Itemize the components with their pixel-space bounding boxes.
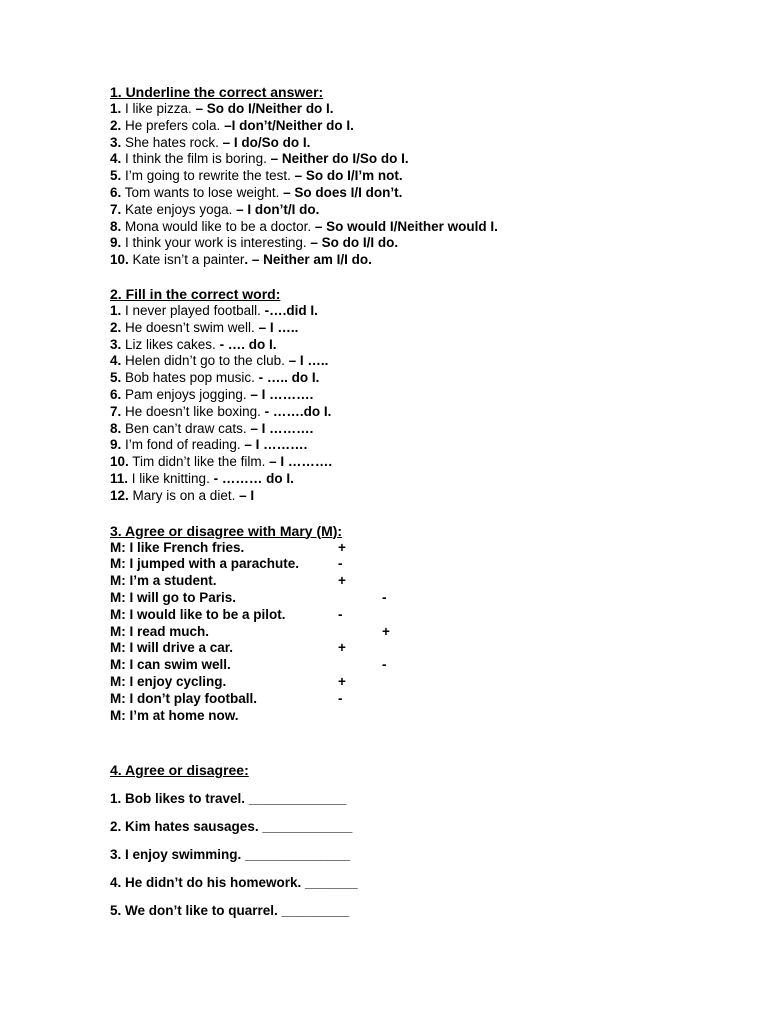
statement-text: M: I jumped with a parachute. (110, 556, 300, 572)
item-options: - ……… do I. (213, 470, 294, 486)
agree-sign: - (338, 606, 343, 622)
item-number: 5. (110, 168, 122, 184)
item-options: – I ….. (288, 353, 329, 369)
statement-row (110, 624, 710, 641)
exercise-item (110, 118, 710, 135)
section-fill-in (110, 286, 710, 505)
exercise-item (110, 219, 710, 236)
exercise-item (110, 387, 710, 404)
item-number: 6. (110, 184, 122, 200)
exercise-item (110, 454, 710, 471)
item-number: 3. (110, 336, 122, 352)
item-options: – So do I/Neither do I. (195, 101, 334, 116)
item-number: 10. (110, 252, 129, 268)
item-options: - …….do I. (264, 403, 332, 419)
item-number: 4. (110, 353, 122, 369)
exercise-item: 4. He didn’t do his homework. _______ (110, 875, 358, 891)
section-agree-mary (110, 523, 710, 725)
agree-sign: - (382, 657, 387, 673)
exercise-item: 1. Bob likes to travel. _____________ (110, 791, 347, 807)
exercise-item (110, 151, 710, 168)
item-sentence: Tom wants to lose weight. (121, 184, 284, 200)
item-number: 9. (110, 437, 122, 453)
statement-row (110, 640, 710, 657)
item-options: – I ………. (244, 437, 308, 453)
item-number: 9. (110, 235, 122, 251)
exercise-item (110, 185, 710, 202)
exercise-item (110, 471, 710, 488)
statement-row (110, 691, 710, 708)
item-options: – I don’t/I do. (236, 201, 320, 217)
statement-text: M: I would like to be a pilot. (110, 606, 286, 622)
exercise-item: 3. I enjoy swimming. ______________ (110, 847, 351, 863)
statement-row (110, 607, 710, 624)
exercise-item (110, 202, 710, 219)
agree-sign: + (338, 673, 346, 689)
item-sentence: Tim didn’t like the film. (128, 454, 270, 470)
statement-text: M: I don’t play football. (110, 690, 257, 706)
item-options: -….did I. (264, 302, 318, 318)
exercise-item (110, 252, 710, 269)
item-sentence: I like knitting. (128, 470, 214, 486)
statement-text: M: I like French fries. (110, 539, 245, 555)
item-number: 10. (110, 454, 129, 470)
item-sentence: She hates rock. (121, 134, 223, 150)
item-number: 8. (110, 218, 122, 234)
statement-text: M: I’m a student. (110, 573, 217, 589)
exercise-item (110, 303, 710, 320)
agree-sign: + (338, 640, 346, 656)
item-sentence: I think the film is boring. (121, 151, 271, 167)
statement-text: M: I’m at home now. (110, 707, 239, 723)
exercise-item (110, 101, 710, 118)
item-options: . – Neither am I/I do. (244, 252, 372, 268)
section-heading: 4. Agree or disagree: (110, 762, 249, 779)
exercise-item (110, 437, 710, 454)
statement-row (110, 556, 710, 573)
item-options: – So do I/I do. (310, 235, 399, 251)
item-number: 1. (110, 302, 122, 318)
item-sentence: Kate isn’t a painter (128, 252, 245, 268)
exercise-item (110, 135, 710, 152)
item-options: – I (239, 487, 255, 503)
section-heading: 1. Underline the correct answer: (110, 84, 324, 100)
agree-sign: - (382, 589, 387, 605)
statement-text: M: I enjoy cycling. (110, 673, 227, 689)
item-options: – I ………. (269, 454, 333, 470)
item-options: – So would I/Neither would I. (314, 218, 498, 234)
item-options: – I do/So do I. (222, 134, 311, 150)
item-number: 7. (110, 403, 122, 419)
item-options: – So does I/I don’t. (283, 184, 403, 200)
exercise-list (110, 101, 710, 269)
item-sentence: Bob hates pop music. (121, 370, 259, 386)
statement-row (110, 540, 710, 557)
item-number: 4. (110, 151, 122, 167)
item-number: 1. (110, 101, 122, 116)
item-options: – I ….. (258, 319, 299, 335)
item-number: 6. (110, 386, 122, 402)
item-number: 11. (110, 470, 129, 486)
item-number: 5. (110, 370, 122, 386)
item-sentence: I’m going to rewrite the test. (121, 168, 295, 184)
exercise-item (110, 421, 710, 438)
statement-list (110, 540, 710, 725)
item-sentence: I never played football. (121, 302, 265, 318)
exercise-item (110, 370, 710, 387)
item-sentence: He doesn’t swim well. (121, 319, 259, 335)
statement-row (110, 573, 710, 590)
item-sentence: Liz likes cakes. (121, 336, 220, 352)
exercise-item: 5. We don’t like to quarrel. _________ (110, 903, 350, 919)
item-options: –I don’t/Neither do I. (224, 117, 354, 133)
statement-text: M: I will drive a car. (110, 640, 234, 656)
exercise-list (110, 303, 710, 505)
item-options: – I ………. (250, 420, 314, 436)
section-underline (110, 84, 710, 269)
exercise-item (110, 320, 710, 337)
statement-text: M: I can swim well. (110, 657, 231, 673)
agree-sign: - (338, 690, 343, 706)
item-number: 7. (110, 201, 122, 217)
item-sentence: Helen didn’t go to the club. (121, 353, 289, 369)
agree-sign: - (338, 556, 343, 572)
agree-sign: + (338, 539, 346, 555)
exercise-list (110, 791, 710, 919)
item-options: - …. do I. (219, 336, 277, 352)
item-sentence: He doesn’t like boxing. (121, 403, 265, 419)
section-heading: 3. Agree or disagree with Mary (M): (110, 522, 343, 539)
exercise-item (110, 488, 710, 505)
exercise-item (110, 337, 710, 354)
item-number: 3. (110, 134, 122, 150)
exercise-item: 2. Kim hates sausages. ____________ (110, 819, 353, 835)
worksheet (110, 84, 710, 919)
item-sentence: Pam enjoys jogging. (121, 386, 251, 402)
item-sentence: Mona would like to be a doctor. (121, 218, 315, 234)
agree-sign: + (382, 623, 390, 639)
item-options: – Neither do I/So do I. (270, 151, 409, 167)
item-options: – I ………. (250, 386, 314, 402)
section-heading: 2. Fill in the correct word: (110, 285, 281, 302)
statement-text: M: I read much. (110, 623, 210, 639)
item-sentence: Ben can’t draw cats. (121, 420, 251, 436)
item-sentence: He prefers cola. (121, 117, 225, 133)
exercise-item (110, 235, 710, 252)
statement-row (110, 708, 710, 725)
exercise-item (110, 353, 710, 370)
item-options: – So do I/I’m not. (294, 168, 403, 184)
exercise-item (110, 168, 710, 185)
item-sentence: Kate enjoys yoga. (121, 201, 237, 217)
exercise-item (110, 404, 710, 421)
statement-row (110, 674, 710, 691)
item-number: 2. (110, 319, 122, 335)
item-sentence: Mary is on a diet. (128, 487, 240, 503)
section-agree-disagree (110, 762, 710, 919)
statement-row (110, 590, 710, 607)
item-options: - ….. do I. (258, 370, 320, 386)
item-sentence: I think your work is interesting. (121, 235, 311, 251)
statement-text: M: I will go to Paris. (110, 589, 237, 605)
agree-sign: + (338, 573, 346, 589)
item-sentence: I like pizza. (121, 101, 196, 116)
statement-row (110, 657, 710, 674)
item-number: 12. (110, 487, 129, 503)
item-sentence: I’m fond of reading. (121, 437, 245, 453)
item-number: 8. (110, 420, 122, 436)
item-number: 2. (110, 117, 122, 133)
